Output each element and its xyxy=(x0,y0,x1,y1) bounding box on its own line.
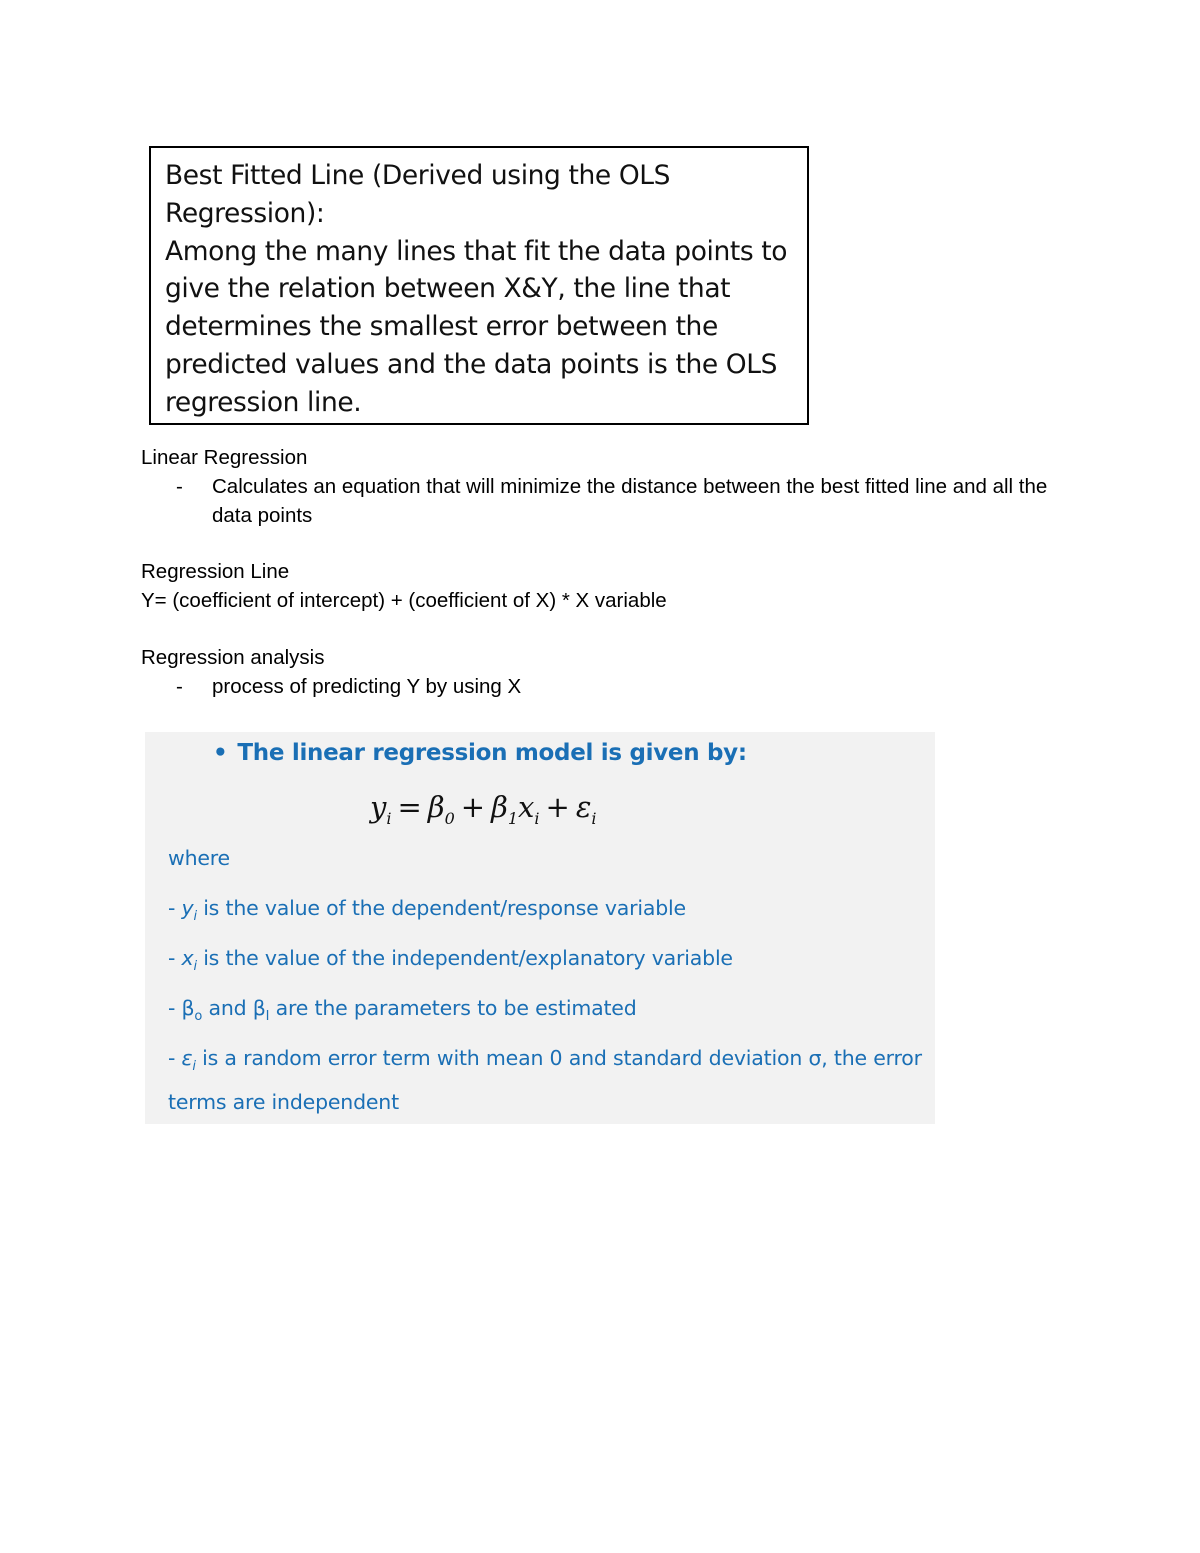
definition-epsilon xyxy=(168,1046,922,1074)
definition-continuation: terms are independent xyxy=(168,1090,399,1114)
symbol-sub: i xyxy=(193,909,197,925)
symbol-sub: i xyxy=(192,1059,196,1075)
ols-callout-box xyxy=(149,146,809,425)
symbol-sub: i xyxy=(193,959,197,975)
formula-epsilon: ε xyxy=(575,790,592,824)
model-panel xyxy=(145,732,935,1124)
regression-analysis-heading: Regression analysis xyxy=(141,646,325,669)
bullet-dash: - xyxy=(176,675,183,698)
bullet-dot: • xyxy=(213,740,228,766)
symbol-y: y xyxy=(181,896,194,920)
regression-line-equation: Y= (coefficient of intercept) + (coefficient of X) * X variable xyxy=(141,589,667,612)
regression-formula xyxy=(370,790,597,828)
bullet-dash: - xyxy=(176,475,183,498)
definition-x xyxy=(168,946,733,974)
line-prefix: - xyxy=(168,896,182,920)
line-text: is a random error term with mean 0 and standard deviation σ, the error xyxy=(195,1046,922,1070)
where-label: where xyxy=(168,846,230,870)
symbol-sub: o xyxy=(194,1009,203,1025)
formula-plus: + xyxy=(460,790,486,824)
model-heading xyxy=(213,740,747,766)
regression-analysis-bullet: process of predicting Y by using X xyxy=(212,675,522,698)
symbol-x: x xyxy=(181,946,194,970)
line-text: is the value of the dependent/response variable xyxy=(196,896,686,920)
formula-x: x xyxy=(518,790,535,824)
formula-sub: i xyxy=(386,808,392,828)
symbol-epsilon: ε xyxy=(181,1046,193,1070)
formula-equals: = xyxy=(397,790,422,824)
line-prefix: - β xyxy=(168,996,195,1020)
line-text: is the value of the independent/explanatory variable xyxy=(196,946,733,970)
line-prefix: - xyxy=(168,1046,182,1070)
definition-betas xyxy=(168,996,637,1024)
symbol-sub: I xyxy=(265,1009,270,1025)
callout-title: Best Fitted Line (Derived using the OLS Regression): xyxy=(165,160,671,229)
model-heading-text: The linear regression model is given by: xyxy=(237,740,747,766)
formula-sub: i xyxy=(534,808,540,828)
formula-sub: i xyxy=(591,808,597,828)
regression-line-heading: Regression Line xyxy=(141,560,290,583)
callout-body: Among the many lines that fit the data points to give the relation between X&Y, the line that determines the smallest error between the predicted values and the data points is the OLS regression line. xyxy=(165,235,788,418)
line-mid: and β xyxy=(202,996,266,1020)
linear-regression-bullet: Calculates an equation that will minimize the distance between the best fitted line and all the data points xyxy=(212,475,1048,527)
formula-plus: + xyxy=(545,790,570,824)
line-text: are the parameters to be estimated xyxy=(269,996,637,1020)
formula-beta0: β xyxy=(427,790,445,824)
formula-sub: 1 xyxy=(507,808,519,828)
formula-beta1: β xyxy=(491,790,508,824)
formula-y: y xyxy=(370,790,387,824)
linear-regression-heading: Linear Regression xyxy=(141,446,308,469)
definition-y xyxy=(168,896,686,924)
formula-sub: 0 xyxy=(444,808,455,828)
line-prefix: - xyxy=(168,946,182,970)
